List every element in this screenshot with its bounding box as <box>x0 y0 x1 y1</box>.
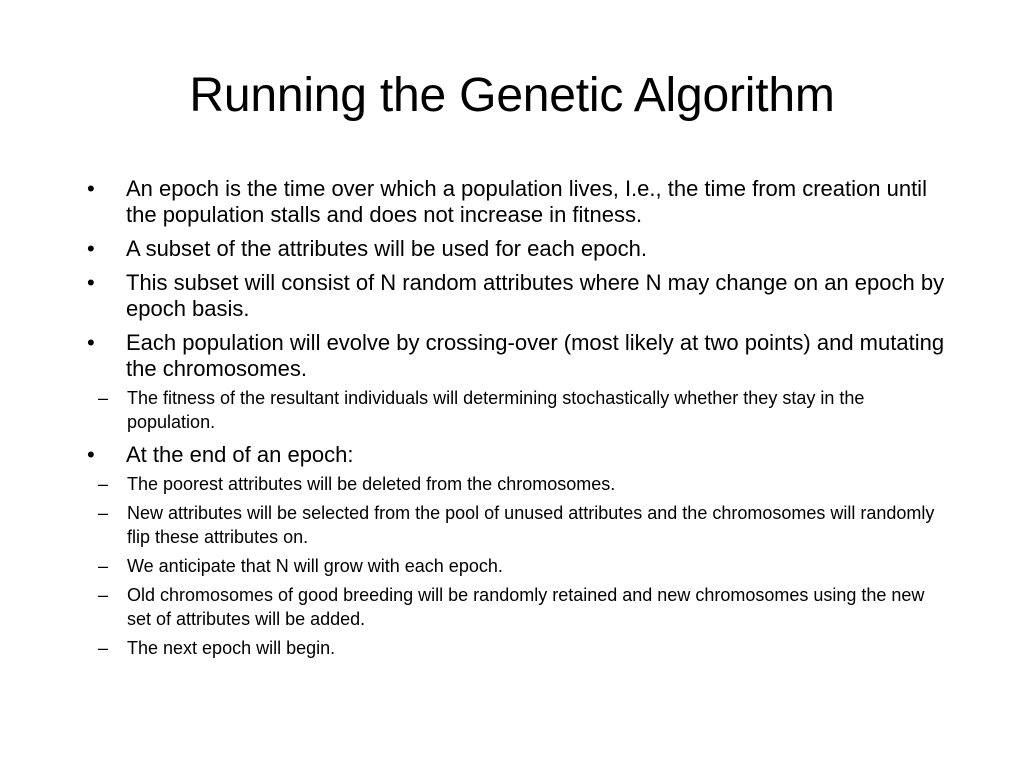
sub-bullet-marker: – <box>98 585 109 605</box>
bullet-text: At the end of an epoch: <box>126 442 354 467</box>
bullet-marker: • <box>87 330 95 355</box>
bullet-item-attribute-subset <box>82 236 952 262</box>
bullet-text: A subset of the attributes will be used for each epoch. <box>126 236 647 261</box>
sub-bullet-marker: – <box>98 388 109 408</box>
sub-bullet-marker: – <box>98 638 109 658</box>
sub-bullet-marker: – <box>98 556 109 576</box>
bullet-marker: • <box>87 236 95 261</box>
bullet-text: Each population will evolve by crossing-over (most likely at two points) and mutating the chromosomes. <box>126 330 945 381</box>
sub-bullet-item-next-epoch <box>82 636 952 660</box>
bullet-list <box>82 176 952 668</box>
bullet-marker: • <box>87 442 95 467</box>
sub-bullet-item-retain-chromosomes <box>82 583 952 631</box>
sub-bullet-marker: – <box>98 503 109 523</box>
sub-bullet-text: We anticipate that N will grow with each epoch. <box>127 556 503 576</box>
sub-bullet-list <box>98 386 952 434</box>
bullet-item-population-evolution <box>82 330 952 434</box>
sub-bullet-text: The fitness of the resultant individuals will determining stochastically whether they stay in the population. <box>127 388 865 432</box>
sub-bullet-text: Old chromosomes of good breeding will be randomly retained and new chromosomes using the new set of attributes will be added. <box>127 585 925 629</box>
sub-bullet-item-n-grows <box>82 554 952 578</box>
sub-bullet-item-new-attributes <box>82 501 952 549</box>
bullet-item-epoch-definition <box>82 176 952 228</box>
bullet-marker: • <box>87 270 95 295</box>
sub-bullet-item-fitness <box>82 386 952 434</box>
bullet-item-end-of-epoch <box>82 442 952 660</box>
sub-bullet-text: The next epoch will begin. <box>127 638 336 658</box>
bullet-text: An epoch is the time over which a population lives, I.e., the time from creation until the population stalls and does not increase in fitness. <box>126 176 927 227</box>
slide-title: Running the Genetic Algorithm <box>189 69 835 122</box>
bullet-marker: • <box>87 176 95 201</box>
bullet-text: This subset will consist of N random attributes where N may change on an epoch by epoch basis. <box>126 270 945 321</box>
sub-bullet-text: The poorest attributes will be deleted from the chromosomes. <box>127 474 616 494</box>
sub-bullet-marker: – <box>98 474 109 494</box>
bullet-item-random-attributes <box>82 270 952 322</box>
sub-bullet-list <box>98 472 952 660</box>
sub-bullet-text: New attributes will be selected from the pool of unused attributes and the chromosomes will randomly flip these attributes on. <box>127 503 935 547</box>
sub-bullet-item-delete-attributes <box>82 472 952 496</box>
